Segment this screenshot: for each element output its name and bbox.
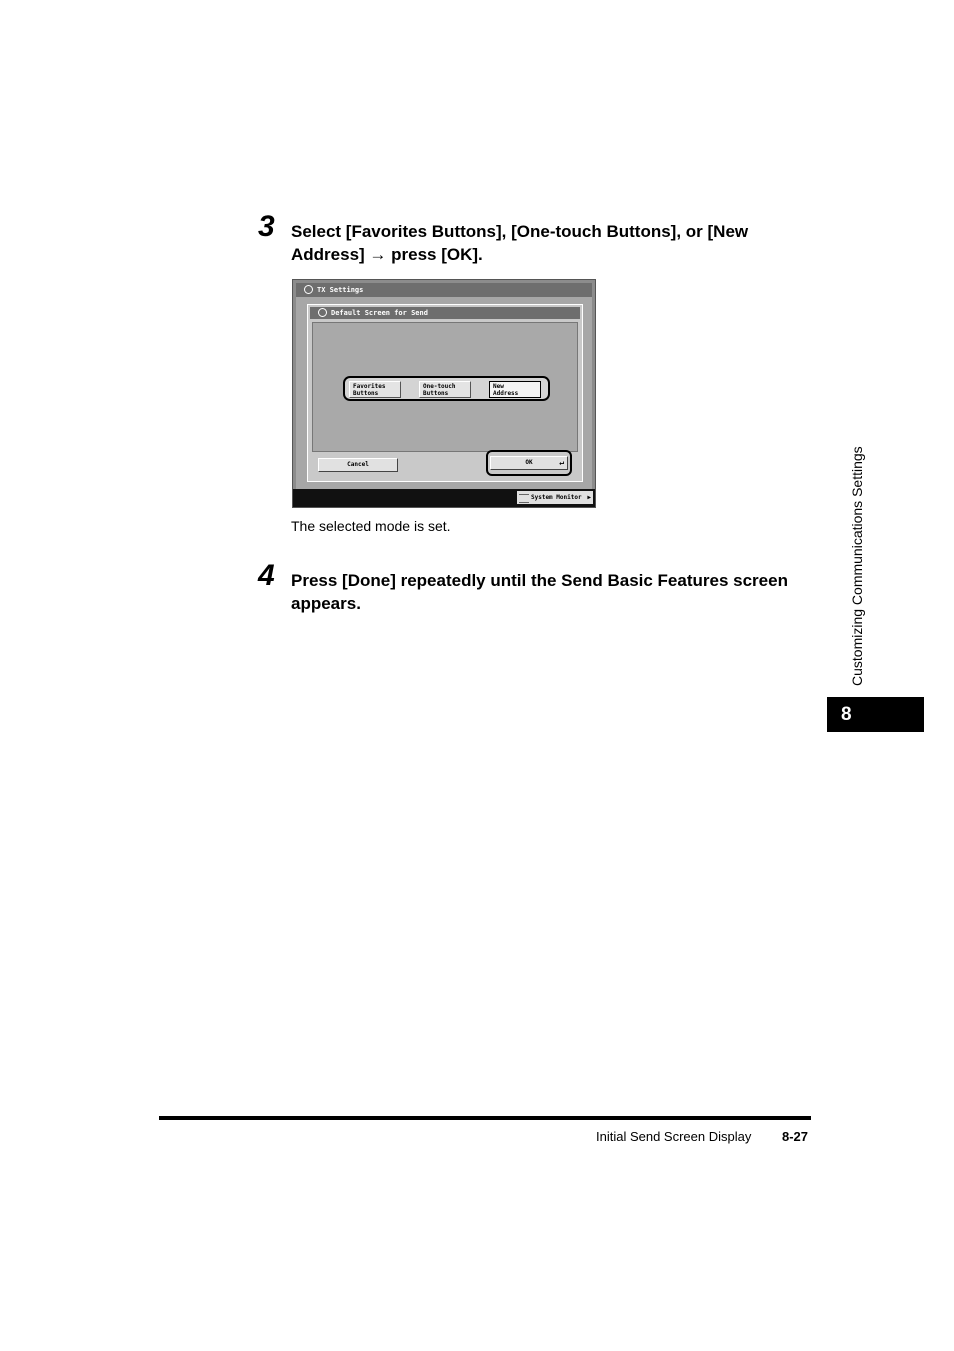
settings-icon (318, 308, 327, 317)
favorites-buttons-button[interactable]: Favorites Buttons (349, 381, 401, 398)
device-screenshot (292, 279, 596, 508)
status-bar (293, 489, 595, 507)
dialog-title: Default Screen for Send (331, 309, 428, 317)
dialog-content (312, 322, 578, 452)
window-titlebar (296, 283, 592, 297)
cancel-button[interactable]: Cancel (318, 458, 398, 472)
footer-rule (159, 1116, 811, 1120)
ok-highlight (486, 450, 572, 476)
footer-section-title: Initial Send Screen Display (596, 1129, 752, 1144)
step-number: 4 (258, 559, 275, 592)
dialog (307, 304, 583, 482)
one-touch-buttons-button[interactable]: One-touch Buttons (419, 381, 471, 398)
triangle-right-icon: ▶ (587, 494, 591, 501)
chapter-side-label: Customizing Communications Settings (849, 446, 865, 686)
dialog-titlebar (310, 307, 580, 319)
system-monitor-button[interactable] (517, 491, 593, 504)
settings-icon (304, 285, 313, 294)
mode-button-group (343, 376, 550, 401)
return-arrow-icon: ↵ (559, 458, 564, 467)
system-monitor-label: System Monitor (531, 494, 582, 501)
result-note: The selected mode is set. (291, 518, 451, 534)
new-address-button[interactable]: New Address (489, 381, 541, 398)
monitor-icon (519, 494, 529, 503)
screen-area (296, 283, 592, 490)
page-number: 8-27 (782, 1129, 809, 1144)
step-instruction: Select [Favorites Buttons], [One-touch Buttons], or [New Address] → press [OK]. (291, 222, 749, 264)
ok-button[interactable] (490, 456, 568, 470)
chapter-tab: 8 (827, 697, 924, 732)
step-number: 3 (258, 210, 275, 243)
window-title: TX Settings (317, 286, 364, 294)
step-instruction: Press [Done] repeatedly until the Send Basic Features screen appears. (291, 571, 788, 613)
ok-label: OK (525, 459, 533, 466)
